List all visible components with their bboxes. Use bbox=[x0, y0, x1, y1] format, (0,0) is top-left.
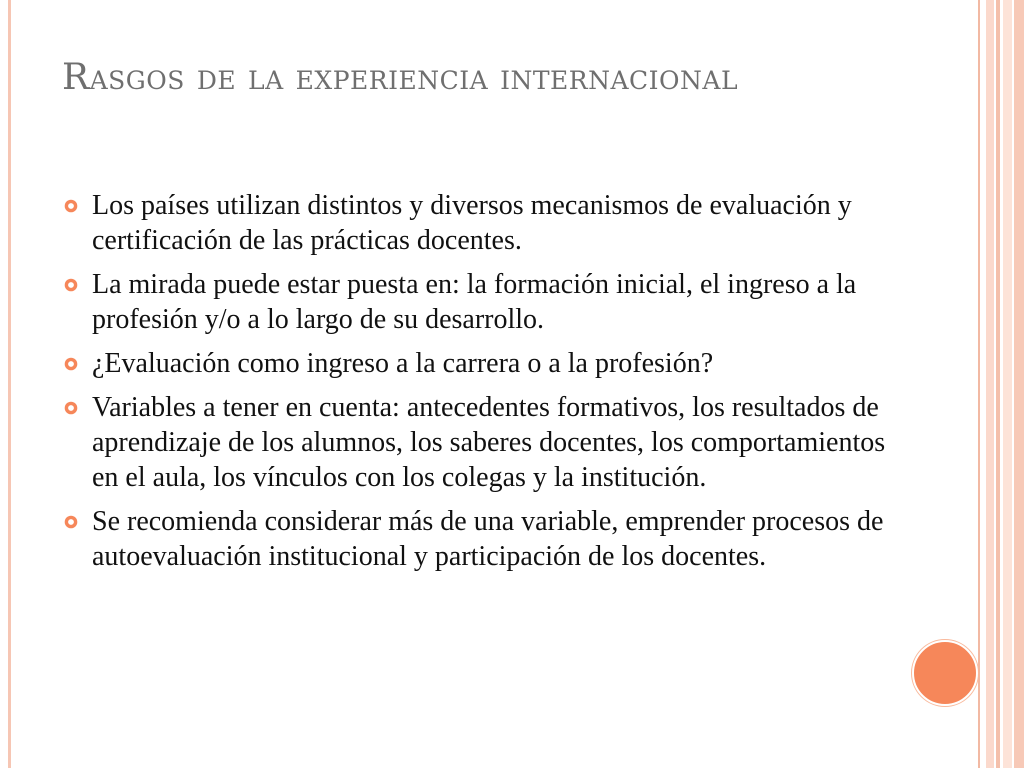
bullet-text: Variables a tener en cuenta: antecedentes formativos, los resultados de aprendizaje de los alumnos, los saberes docentes, los comportamientos en el aula, los vínculos con los colegas y la institución. bbox=[92, 392, 886, 493]
right-stripe bbox=[1003, 0, 1012, 768]
ring-bullet-icon bbox=[64, 199, 78, 213]
bullet-list bbox=[62, 188, 892, 583]
bullet-item bbox=[62, 504, 892, 574]
right-stripe bbox=[1014, 0, 1024, 768]
bullet-text: La mirada puede estar puesta en: la formación inicial, el ingreso a la profesión y/o a lo largo de su desarrollo. bbox=[92, 269, 857, 335]
bullet-text: ¿Evaluación como ingreso a la carrera o a la profesión? bbox=[92, 348, 714, 379]
slide-title: Rasgos de la experiencia internacional bbox=[62, 57, 739, 98]
bullet-text: Se recomienda considerar más de una variable, emprender procesos de autoevaluación institucional y participación de los docentes. bbox=[92, 506, 884, 572]
left-border-rule bbox=[8, 0, 11, 768]
bullet-item bbox=[62, 267, 892, 337]
right-stripe bbox=[986, 0, 994, 768]
bullet-item bbox=[62, 188, 892, 258]
bullet-item bbox=[62, 390, 892, 495]
ring-bullet-icon bbox=[64, 515, 78, 529]
right-stripe bbox=[978, 0, 980, 768]
accent-circle bbox=[912, 640, 978, 706]
ring-bullet-icon bbox=[64, 357, 78, 371]
ring-bullet-icon bbox=[64, 401, 78, 415]
bullet-item bbox=[62, 346, 892, 381]
bullet-text: Los países utilizan distintos y diversos mecanismos de evaluación y certificación de las prácticas docentes. bbox=[92, 190, 852, 256]
ring-bullet-icon bbox=[64, 278, 78, 292]
right-stripe bbox=[996, 0, 1000, 768]
